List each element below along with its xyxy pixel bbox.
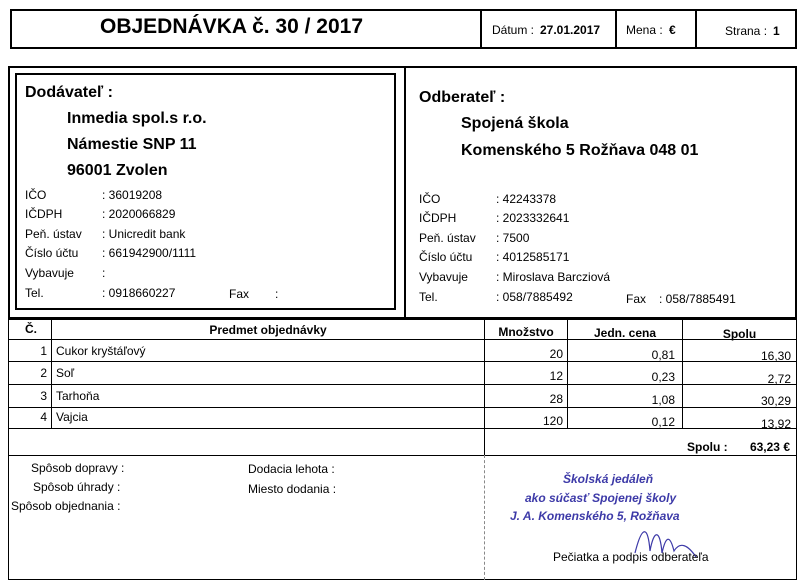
row-4-item: Vajcia [56, 410, 88, 424]
customer-icdph-value: : 2023332641 [496, 211, 570, 225]
sum-value: 63,23 € [749, 440, 790, 454]
supplier-phone-value: : 0918660227 [102, 286, 176, 300]
row-1-item: Cukor kryštáľový [56, 344, 146, 358]
row-line-3 [8, 407, 797, 408]
row-1-qty: 20 [549, 347, 563, 361]
supplier-name: Inmedia spol.s r.o. [67, 110, 207, 127]
sum-label: Spolu : [687, 440, 728, 454]
delivery-place-label: Miesto dodania : [248, 482, 337, 496]
customer-heading: Odberateľ : [419, 89, 506, 106]
customer-account-label: Číslo účtu [419, 250, 473, 264]
row-2-item: Soľ [56, 366, 75, 380]
payment-label: Spôsob úhrady : [33, 480, 121, 494]
page-title: OBJEDNÁVKA č. 30 / 2017 [100, 15, 364, 38]
supplier-fax-label: Fax [229, 287, 250, 301]
delivery-deadline-label: Dodacia lehota : [248, 462, 335, 476]
col-header-item: Predmet objednávky [209, 323, 327, 337]
header-divider-2 [615, 10, 617, 48]
row-3-qty: 28 [549, 392, 563, 406]
supplier-contact-label: Vybavuje [25, 266, 74, 280]
stamp-line-3: J. A. Komenského 5, Rožňava [510, 509, 680, 523]
col-header-qty: Množstvo [498, 325, 554, 339]
header-divider-3 [695, 10, 697, 48]
row-3-no: 3 [40, 389, 47, 403]
row-2-price: 0,23 [651, 370, 675, 384]
row-1-no: 1 [40, 344, 47, 358]
col-header-price: Jedn. cena [593, 326, 657, 340]
supplier-phone-label: Tel. [25, 286, 44, 300]
header-divider-1 [480, 10, 482, 48]
row-line-2 [8, 384, 797, 385]
supplier-fax-value: : [275, 287, 279, 301]
customer-phone-label: Tel. [419, 290, 438, 304]
col-line-2 [484, 319, 485, 455]
customer-bank-value: : 7500 [496, 231, 530, 245]
customer-contact-label: Vybavuje [419, 270, 468, 284]
row-4-total: 13,92 [760, 417, 791, 431]
row-3-item: Tarhoňa [56, 389, 100, 403]
supplier-ico-label: IČO [25, 188, 47, 202]
transport-label: Spôsob dopravy : [31, 461, 125, 475]
row-2-no: 2 [40, 366, 47, 380]
customer-contact-value: : Miroslava Barcziová [496, 270, 611, 284]
supplier-bank-value: : Unicredit bank [102, 227, 186, 241]
row-4-no: 4 [40, 410, 47, 424]
supplier-account-value: : 661942900/1111 [102, 246, 197, 260]
supplier-heading: Dodávateľ : [25, 84, 113, 101]
customer-account-value: : 4012585171 [496, 250, 570, 264]
col-header-no: Č. [25, 322, 37, 336]
sum-line [484, 455, 797, 456]
supplier-ico-value: : 36019208 [102, 188, 163, 202]
page-value: 1 [773, 24, 780, 38]
supplier-contact-value: : [102, 266, 106, 280]
date-value: 27.01.2017 [540, 23, 601, 37]
address-divider [404, 67, 406, 318]
row-3-price: 1,08 [651, 393, 675, 407]
row-1-price: 0,81 [651, 348, 675, 362]
supplier-icdph-value: : 2020066829 [102, 207, 176, 221]
customer-bank-label: Peň. ústav [419, 231, 476, 245]
col-header-total: Spolu [722, 327, 757, 341]
row-3-total: 30,29 [760, 394, 791, 408]
row-1-total: 16,30 [760, 349, 791, 363]
stamp-line-2: ako súčasť Spojenej školy [525, 491, 677, 505]
row-line-1 [8, 361, 797, 362]
supplier-account-label: Číslo účtu [25, 246, 79, 260]
supplier-icdph-label: IČDPH [25, 207, 63, 221]
signature-label: Pečiatka a podpis odberateľa [553, 550, 709, 564]
footer-line [8, 455, 484, 456]
currency-value: € [669, 23, 676, 37]
customer-address: Komenského 5 Rožňava 048 01 [461, 142, 699, 159]
supplier-bank-label: Peň. ústav [25, 227, 82, 241]
stamp-line-1: Školská jedáleň [563, 472, 654, 486]
customer-name: Spojená škola [461, 115, 569, 132]
row-2-qty: 12 [549, 369, 563, 383]
footer-divider [484, 455, 485, 580]
row-4-price: 0,12 [651, 415, 675, 429]
currency-label: Mena : [626, 23, 663, 37]
row-2-total: 2,72 [767, 372, 791, 386]
row-4-qty: 120 [542, 414, 563, 428]
supplier-city: 96001 Zvolen [67, 162, 168, 179]
customer-fax-value: : 058/7885491 [659, 292, 736, 306]
supplier-street: Námestie SNP 11 [67, 136, 197, 153]
date-label: Dátum : [492, 23, 535, 37]
page-label: Strana : [725, 24, 768, 38]
row-line-4 [8, 428, 797, 429]
ordering-label: Spôsob objednania : [11, 499, 121, 513]
customer-ico-label: IČO [419, 192, 441, 206]
customer-icdph-label: IČDPH [419, 211, 457, 225]
customer-fax-label: Fax [626, 292, 647, 306]
customer-ico-value: : 42243378 [496, 192, 557, 206]
customer-phone-value: : 058/7885492 [496, 290, 573, 304]
